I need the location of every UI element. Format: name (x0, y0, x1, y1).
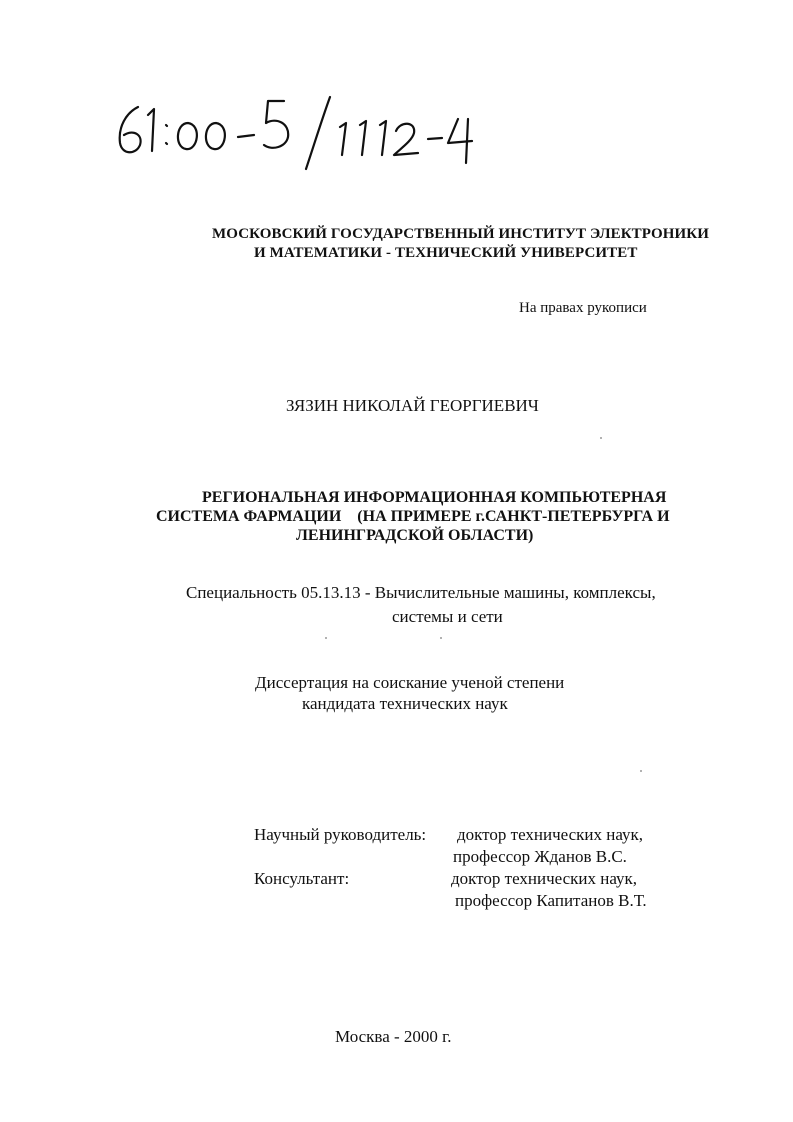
consultant-degree: доктор технических наук, (451, 869, 638, 888)
handwritten-archive-code (108, 95, 488, 175)
title-line-3: ЛЕНИНГРАДСКОЙ ОБЛАСТИ) (296, 527, 534, 544)
manuscript-rights: На правах рукописи (519, 300, 647, 316)
scan-speck (600, 437, 602, 439)
consultant-label: Консультант: (254, 869, 350, 888)
specialty-line-1: Специальность 05.13.13 - Вычислительные машины, комплексы, (186, 583, 656, 602)
supervisor-name: профессор Жданов В.С. (453, 847, 627, 866)
institution-line-2: И МАТЕМАТИКИ - ТЕХНИЧЕСКИЙ УНИВЕРСИТЕТ (254, 245, 638, 261)
title-line-2: СИСТЕМА ФАРМАЦИИ (НА ПРИМЕРЕ г.САНКТ-ПЕТЕРБУРГА И (156, 508, 670, 525)
handwriting-drawing (108, 95, 488, 175)
specialty-line-2: системы и сети (392, 607, 503, 626)
author-name: ЗЯЗИН НИКОЛАЙ ГЕОРГИЕВИЧ (286, 396, 539, 415)
consultant-name: профессор Капитанов В.Т. (455, 891, 647, 910)
supervisor-degree: доктор технических наук, (457, 825, 644, 844)
city-year: Москва - 2000 г. (335, 1027, 452, 1046)
scan-speck (440, 637, 442, 639)
degree-line-1: Диссертация на соискание ученой степени (255, 673, 565, 692)
degree-line-2: кандидата технических наук (302, 694, 508, 713)
institution-line-1: МОСКОВСКИЙ ГОСУДАРСТВЕННЫЙ ИНСТИТУТ ЭЛЕКТРОНИКИ (212, 226, 710, 242)
supervisor-label: Научный руководитель: (254, 825, 427, 844)
scan-speck (325, 637, 327, 639)
scan-speck (640, 770, 642, 772)
title-line-1: РЕГИОНАЛЬНАЯ ИНФОРМАЦИОННАЯ КОМПЬЮТЕРНАЯ (202, 489, 667, 506)
